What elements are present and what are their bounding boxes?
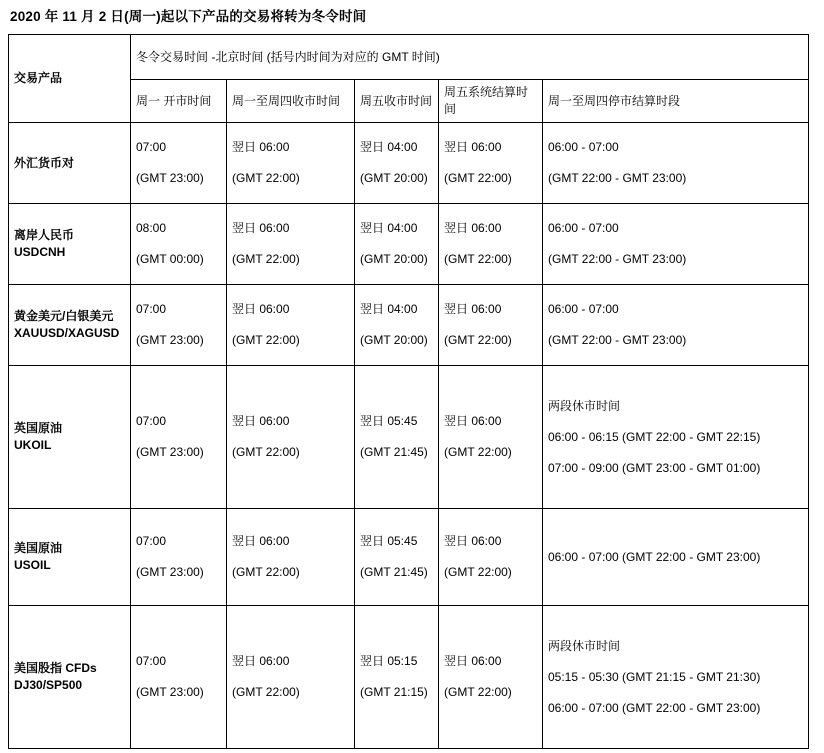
cell-break-mon-thu [543,606,809,749]
cell-settlement-friday [439,285,543,366]
value-gmt: (GMT 21:45) [360,445,428,459]
cell-open-monday [131,606,227,749]
cell-open-monday [131,285,227,366]
value-time: 翌日 06:00 [444,414,502,428]
cell-break-mon-thu [543,509,809,606]
cell-settlement-friday [439,204,543,285]
value-time: 07:00 [136,140,167,154]
value-gmt: (GMT 23:00) [136,685,204,699]
value-time: 翌日 05:45 [360,534,418,548]
value-time: 翌日 04:00 [360,221,418,235]
page-title: 2020 年 11 月 2 日(周一)起以下产品的交易将转为冬令时间 [10,9,367,24]
value-gmt: (GMT 22:00) [232,445,300,459]
value-gmt: (GMT 20:00) [360,333,428,347]
product-label-line1: 美国股指 CFDs [14,661,97,675]
value-gmt: (GMT 20:00) [360,252,428,266]
value-time: 07:00 [136,534,167,548]
cell-open-monday [131,509,227,606]
product-name [9,123,131,204]
value-time: 翌日 05:45 [360,414,418,428]
cell-break-mon-thu [543,204,809,285]
break-line: (GMT 22:00 - GMT 23:00) [548,171,687,185]
break-line: (GMT 22:00 - GMT 23:00) [548,333,687,347]
value-gmt: (GMT 22:00) [444,171,512,185]
table-row [9,509,809,606]
break-line: 06:00 - 07:00 [548,140,619,154]
cell-break-mon-thu [543,366,809,509]
value-gmt: (GMT 22:00) [444,445,512,459]
value-gmt: (GMT 22:00) [444,565,512,579]
cell-close-friday [355,606,439,749]
cell-close-friday [355,285,439,366]
cell-settlement-friday [439,366,543,509]
product-label-line1: 英国原油 [14,421,63,435]
header-settlement-friday: 周五系统结算时间 [439,80,543,123]
cell-settlement-friday [439,509,543,606]
value-time: 翌日 04:00 [360,140,418,154]
header-close-friday: 周五收市时间 [355,80,439,123]
cell-close-mon-thu [227,509,355,606]
value-gmt: (GMT 22:00) [232,252,300,266]
value-time: 翌日 06:00 [444,654,502,668]
cell-open-monday [131,204,227,285]
value-time: 翌日 06:00 [232,654,290,668]
cell-settlement-friday [439,123,543,204]
break-line: 06:00 - 07:00 [548,302,619,316]
value-gmt: (GMT 23:00) [136,171,204,185]
break-line: 两段休市时间 [548,638,621,653]
header-product: 交易产品 [9,35,131,123]
cell-open-monday [131,366,227,509]
table-row [9,204,809,285]
value-gmt: (GMT 22:00) [444,685,512,699]
product-label-line2: XAUUSD/XAGUSD [14,326,120,340]
break-line: 06:00 - 07:00 [548,221,619,235]
cell-close-friday [355,123,439,204]
product-label-line1: 离岸人民币 [14,228,75,242]
value-time: 翌日 06:00 [444,221,502,235]
break-line: 07:00 - 09:00 (GMT 23:00 - GMT 01:00) [548,460,761,475]
cell-close-mon-thu [227,123,355,204]
value-gmt: (GMT 22:00) [232,333,300,347]
value-gmt: (GMT 20:00) [360,171,428,185]
value-time: 翌日 06:00 [444,302,502,316]
table-header-row [9,35,809,80]
header-group-winter-hours: 冬令交易时间 -北京时间 (括号内时间为对应的 GMT 时间) [131,35,809,80]
value-time: 翌日 06:00 [232,534,290,548]
table-row [9,606,809,749]
value-time: 翌日 06:00 [232,302,290,316]
cell-open-monday [131,123,227,204]
value-time: 翌日 05:15 [360,654,418,668]
product-name [9,285,131,366]
cell-close-friday [355,509,439,606]
value-time: 07:00 [136,302,167,316]
product-label-line1: 黄金美元/白银美元 [14,309,114,323]
value-gmt: (GMT 23:00) [136,333,204,347]
product-label-line2: UKOIL [14,438,52,452]
cell-settlement-friday [439,606,543,749]
product-name [9,366,131,509]
break-line: 05:15 - 05:30 (GMT 21:15 - GMT 21:30) [548,669,761,684]
header-break-mon-thu: 周一至周四停市结算时段 [543,80,809,123]
header-open-monday: 周一 开市时间 [131,80,227,123]
product-name [9,509,131,606]
cell-close-mon-thu [227,204,355,285]
product-label-line1: 美国原油 [14,541,63,555]
value-gmt: (GMT 23:00) [136,445,204,459]
cell-close-friday [355,204,439,285]
header-close-mon-thu: 周一至周四收市时间 [227,80,355,123]
cell-close-friday [355,366,439,509]
value-gmt: (GMT 22:00) [232,171,300,185]
cell-break-mon-thu [543,123,809,204]
cell-break-mon-thu [543,285,809,366]
product-name [9,204,131,285]
cell-close-mon-thu [227,366,355,509]
value-time: 08:00 [136,221,167,235]
value-gmt: (GMT 00:00) [136,252,204,266]
cell-close-mon-thu [227,606,355,749]
table-row [9,123,809,204]
value-gmt: (GMT 22:00) [232,685,300,699]
table-row [9,366,809,509]
value-time: 翌日 06:00 [232,140,290,154]
value-time: 07:00 [136,414,167,428]
value-time: 07:00 [136,654,167,668]
break-line: (GMT 22:00 - GMT 23:00) [548,252,687,266]
value-time: 翌日 06:00 [444,140,502,154]
product-label-line2: USOIL [14,558,51,572]
value-time: 翌日 06:00 [444,534,502,548]
table-row [9,285,809,366]
product-label-line2: DJ30/SP500 [14,678,83,692]
break-line: 06:00 - 07:00 (GMT 22:00 - GMT 23:00) [548,700,761,715]
product-label-line1: 外汇货币对 [14,155,75,170]
winter-trading-hours-table [8,34,809,749]
value-gmt: (GMT 22:00) [232,565,300,579]
cell-close-mon-thu [227,285,355,366]
product-label-line2: USDCNH [14,245,66,259]
break-line: 06:00 - 06:15 (GMT 22:00 - GMT 22:15) [548,429,761,444]
value-time: 翌日 06:00 [232,221,290,235]
break-line: 两段休市时间 [548,398,621,413]
value-gmt: (GMT 21:15) [360,685,428,699]
break-line: 06:00 - 07:00 (GMT 22:00 - GMT 23:00) [548,549,761,564]
value-gmt: (GMT 21:45) [360,565,428,579]
value-gmt: (GMT 22:00) [444,333,512,347]
value-gmt: (GMT 22:00) [444,252,512,266]
product-name [9,606,131,749]
value-gmt: (GMT 23:00) [136,565,204,579]
value-time: 翌日 04:00 [360,302,418,316]
value-time: 翌日 06:00 [232,414,290,428]
